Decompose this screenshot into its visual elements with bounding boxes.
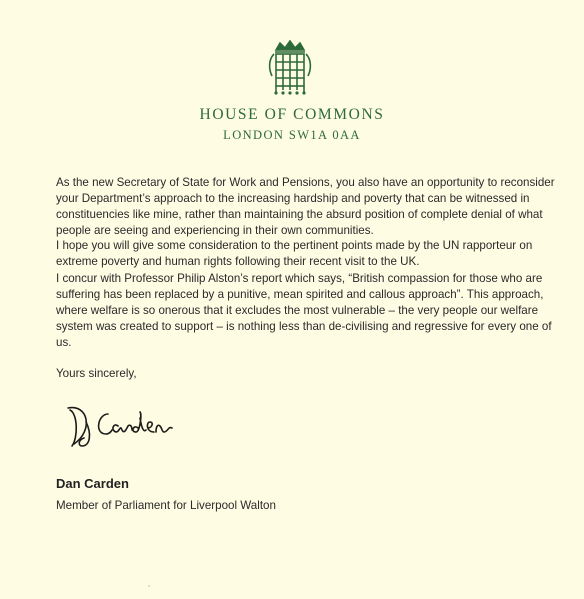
signatory-title: Member of Parliament for Liverpool Walton (56, 499, 276, 512)
letter-paragraph: I concur with Professor Philip Alston’s report which says, “British compassion for those who are suffering has been replaced by a punitive, mean spirited and callous approach”. This approach, where welfare is so onerous that it excludes the most vulnerable – the very people our welfare system was created to support – is nothing less than de-civilising and regressive for every one of us. (56, 272, 552, 349)
letterhead-address: LONDON SW1A 0AA (223, 128, 361, 142)
signatory-name: Dan Carden (56, 476, 129, 491)
paper-speck (148, 585, 150, 587)
letter-closing: Yours sincerely, (56, 367, 137, 380)
handwritten-signature (64, 400, 204, 450)
letter-paragraph: I hope you will give some consideration to the pertinent points made by the UN rapporteur on extreme poverty and human rights following their recent visit to the UK. (56, 239, 533, 268)
portcullis-icon (266, 40, 314, 96)
letter-paragraph: As the new Secretary of State for Work and Pensions, you also have an opportunity to reconsider your Department’s approach to the increasing hardship and poverty that can be witnessed in constituencies like mine, rather than maintaining the absurd position of complete denial of what people are seeing and experiencing in their own communities. (56, 176, 555, 237)
letterhead-org-name: HOUSE OF COMMONS (199, 106, 385, 123)
